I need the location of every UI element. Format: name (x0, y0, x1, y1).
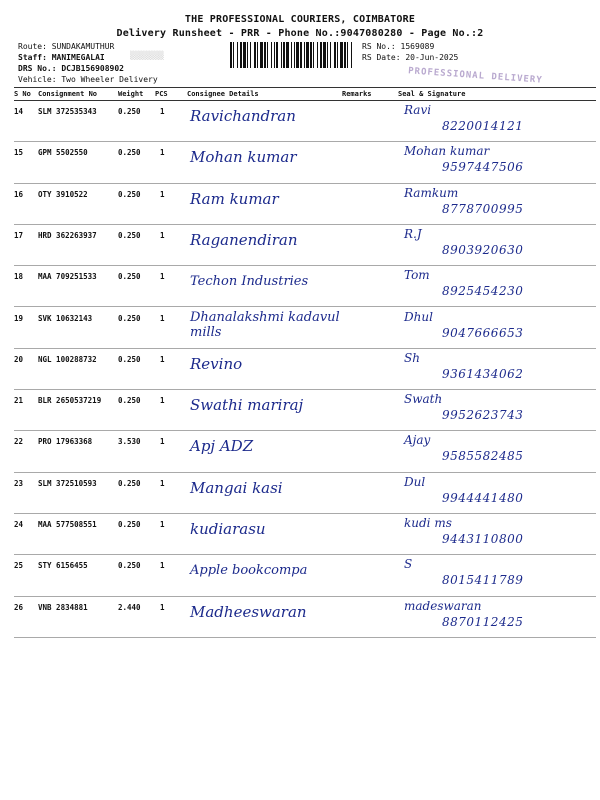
row-weight: 3.530 (118, 437, 141, 447)
route-line (18, 42, 114, 52)
row-sno: 21 (14, 396, 24, 406)
row-consignment-no: SLM 372535343 (38, 107, 97, 116)
row-weight: 0.250 (118, 520, 141, 529)
barcode-bar (351, 42, 352, 68)
row-pcs: 1 (160, 396, 165, 406)
signature-handwritten: R.J (404, 226, 422, 241)
barcode-bar (254, 42, 256, 68)
barcode-bar (334, 42, 336, 68)
barcode-bar (274, 42, 275, 68)
row-weight: 0.250 (118, 313, 141, 323)
row-pcs: 1 (160, 230, 165, 240)
row-consignment-no: VNB 2834881 (38, 602, 88, 612)
consignee-handwritten: Raganendiran (190, 230, 298, 249)
phone-handwritten: 9443110800 (442, 532, 524, 546)
barcode-bar (276, 42, 278, 68)
barcode-bar (271, 42, 272, 68)
drs-value: DCJB156908902 (61, 64, 124, 73)
consignee-handwritten: Mohan kumar (190, 148, 297, 167)
table-top-rule (14, 87, 596, 88)
row-sno: 14 (14, 107, 24, 116)
row-consignment-no: BLR 2650537219 (38, 396, 102, 406)
row-sno: 24 (14, 520, 24, 529)
barcode-bar (320, 42, 322, 68)
row-consignment-no: NGL 100288732 (38, 354, 97, 364)
staff-value: MANIMEGALAI (51, 53, 105, 62)
table-row (14, 101, 596, 142)
row-pcs: 1 (160, 354, 165, 364)
phone-handwritten: 8925454230 (442, 284, 524, 299)
rs-date-line (362, 53, 458, 63)
signature-handwritten: madeswaran (404, 598, 482, 613)
signature-handwritten: Sh (404, 350, 420, 365)
barcode-bar (300, 42, 302, 68)
col-consignee: Consignee Details (187, 90, 259, 98)
consignee-handwritten: kudiarasu (190, 520, 266, 538)
row-pcs: 1 (160, 107, 165, 116)
phone-handwritten: 8903920630 (442, 242, 524, 257)
table-row (14, 514, 596, 555)
row-consignment-no: STY 6156455 (38, 561, 88, 571)
vehicle-label: Vehicle: (18, 75, 57, 84)
barcode-bar (240, 42, 242, 68)
consignee-handwritten: Revino (190, 354, 243, 373)
barcode-bar (313, 42, 314, 68)
barcode-bar (247, 42, 248, 68)
barcode-bar (230, 42, 232, 68)
consignee-handwritten: Ram kumar (190, 189, 279, 208)
barcode-bar (291, 42, 292, 68)
barcode-bar (260, 42, 263, 68)
table-row (14, 184, 596, 225)
route-value: SUNDAKAMUTHUR (51, 42, 115, 51)
row-sno: 26 (14, 602, 24, 612)
consignee-handwritten: Techon Industries (190, 274, 309, 290)
runsheet-subtitle: Delivery Runsheet - PRR - Phone No.:9047080280 - Page No.:2 (116, 28, 484, 39)
table-row (14, 225, 596, 266)
row-consignment-no: PRO 17963368 (38, 437, 93, 447)
col-consignment: Consignment No (38, 90, 98, 98)
row-sno: 25 (14, 561, 24, 571)
phone-handwritten: 8220014121 (442, 119, 524, 133)
row-pcs: 1 (160, 478, 165, 488)
row-sno: 22 (14, 437, 24, 447)
col-sno: S No (14, 90, 31, 98)
phone-handwritten: 8015411789 (442, 573, 524, 588)
consignee-handwritten: Dhanalakshmi kadavul mills (190, 309, 340, 340)
row-sno: 19 (14, 313, 24, 323)
row-sno: 23 (14, 478, 24, 488)
row-pcs: 1 (160, 189, 165, 199)
consignee-handwritten: Ravichandran (190, 107, 296, 125)
barcode-bar (281, 42, 282, 68)
table-row (14, 431, 596, 472)
barcode-bar (294, 42, 295, 68)
row-consignment-no: MAA 709251533 (38, 272, 97, 282)
phone-handwritten: 8870112425 (442, 614, 524, 629)
barcode-bar (337, 42, 338, 68)
barcode-bar (347, 42, 348, 68)
row-consignment-no: GPM 5502550 (38, 148, 88, 158)
signature-handwritten: Dhul (404, 309, 433, 324)
rs-no-line (362, 42, 434, 52)
row-separator (14, 637, 596, 638)
row-pcs: 1 (160, 437, 165, 447)
row-sno: 20 (14, 354, 24, 364)
drs-label: DRS No.: (18, 64, 57, 73)
table-row (14, 266, 596, 307)
row-sno: 18 (14, 272, 24, 282)
col-remarks: Remarks (342, 90, 372, 98)
barcode-bar (340, 42, 343, 68)
consignee-handwritten: Madheeswaran (190, 602, 307, 621)
row-weight: 0.250 (118, 478, 141, 488)
table-row (14, 390, 596, 431)
row-sno: 15 (14, 148, 24, 158)
drs-line (18, 64, 124, 74)
barcode-image (228, 42, 358, 70)
row-weight: 0.250 (118, 189, 141, 199)
row-weight: 0.250 (118, 354, 141, 364)
row-consignment-no: MAA 577508551 (38, 520, 97, 529)
row-weight: 0.250 (118, 107, 141, 116)
phone-handwritten: 9952623743 (442, 408, 524, 423)
row-sno: 17 (14, 230, 24, 240)
row-pcs: 1 (160, 520, 165, 529)
barcode-bar (327, 42, 328, 68)
row-consignment-no: SVK 10632143 (38, 313, 93, 323)
signature-handwritten: kudi ms (404, 516, 452, 530)
signature-handwritten: Ajay (404, 433, 431, 448)
signature-handwritten: Mohan kumar (404, 144, 490, 159)
signature-handwritten: Ravi (404, 103, 432, 117)
barcode-bar (323, 42, 326, 68)
consignee-handwritten: Apj ADZ (190, 437, 254, 456)
barcode-bar (296, 42, 299, 68)
barcode-bar (237, 42, 238, 68)
phone-handwritten: 9361434062 (442, 366, 524, 381)
consignee-handwritten: Apple bookcompa (190, 563, 308, 579)
phone-handwritten: 9585582485 (442, 449, 524, 464)
col-seal: Seal & Signature (398, 90, 466, 98)
table-row (14, 349, 596, 390)
row-weight: 0.250 (118, 561, 141, 571)
row-weight: 2.440 (118, 602, 141, 612)
company-title: THE PROFESSIONAL COURIERS, COIMBATORE (184, 14, 416, 25)
row-weight: 0.250 (118, 148, 141, 158)
row-pcs: 1 (160, 561, 165, 571)
barcode-bar (233, 42, 234, 68)
consignee-handwritten: Mangai kasi (190, 478, 283, 497)
barcode-bar (267, 42, 268, 68)
table-row (14, 142, 596, 183)
barcode-bar (283, 42, 285, 68)
barcode-bar (344, 42, 346, 68)
vehicle-value: Two Wheeler Delivery (61, 75, 158, 84)
row-consignment-no: SLM 372510593 (38, 478, 97, 488)
col-pcs: PCS (155, 90, 168, 98)
signature-handwritten: Tom (404, 268, 430, 283)
consignee-handwritten: Swathi mariraj (190, 396, 304, 415)
phone-handwritten: 9944441480 (442, 490, 524, 505)
rs-no-value: 1569089 (400, 42, 435, 51)
row-pcs: 1 (160, 602, 165, 612)
route-label: Route: (18, 42, 47, 51)
rs-date-value: 20-Jun-2025 (405, 53, 459, 62)
vehicle-line (18, 75, 158, 85)
row-consignment-no: OTY 3910522 (38, 189, 88, 199)
barcode-bar (304, 42, 305, 68)
signature-handwritten: S (404, 557, 413, 572)
barcode-bar (310, 42, 312, 68)
barcode-bar (264, 42, 266, 68)
barcode-bar (330, 42, 331, 68)
barcode-bar (317, 42, 318, 68)
phone-handwritten: 9047666653 (442, 325, 524, 340)
staff-label: Staff: (18, 53, 47, 62)
phone-handwritten: 9597447506 (442, 160, 524, 175)
rs-date-label: RS Date: (362, 53, 401, 62)
table-row (14, 308, 596, 349)
signature-handwritten: Swath (404, 392, 443, 407)
row-sno: 16 (14, 189, 24, 199)
signature-handwritten: Ramkum (404, 185, 459, 200)
staff-line (18, 53, 105, 63)
col-weight: Weight (118, 90, 144, 98)
row-pcs: 1 (160, 148, 165, 158)
row-pcs: 1 (160, 313, 165, 323)
delivery-stamp: PROFESSIONAL DELIVERY (407, 66, 543, 86)
row-pcs: 1 (160, 272, 165, 282)
table-row (14, 555, 596, 596)
faded-stamp-left: ▒▒▒▒▒▒▒ (130, 51, 164, 60)
signature-handwritten: Dul (404, 474, 426, 489)
barcode-bar (257, 42, 258, 68)
phone-handwritten: 8778700995 (442, 201, 524, 216)
row-weight: 0.250 (118, 230, 141, 240)
barcode-bar (286, 42, 289, 68)
row-weight: 0.250 (118, 272, 141, 282)
row-weight: 0.250 (118, 396, 141, 406)
rs-no-label: RS No.: (362, 42, 396, 51)
row-consignment-no: HRD 362263937 (38, 230, 97, 240)
table-row (14, 473, 596, 514)
barcode-bar (306, 42, 309, 68)
barcode-bar (250, 42, 251, 68)
table-row (14, 597, 596, 638)
barcode-bar (243, 42, 246, 68)
